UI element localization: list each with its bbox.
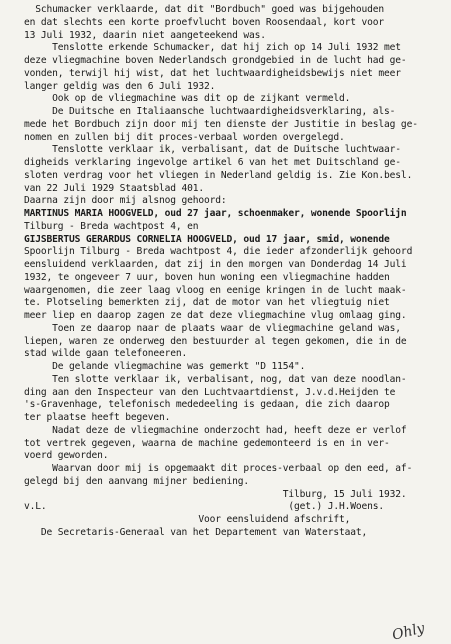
document-line: gelegd bij den aanvang mijner bediening.	[24, 475, 250, 487]
document-line: voerd geworden.	[24, 450, 109, 462]
document-line: 's-Gravenhage, telefonisch mededeeling is gedaan, die zich daarop	[24, 399, 390, 411]
document-line: 13 Juli 1932, daarin niet aangeteekend was.	[24, 29, 266, 41]
document-line: tot vertrek gegeven, waarna de machine gedemonteerd is en in ver-	[24, 437, 390, 449]
document-line: mede het Bordbuch zijn door mij ten dienste der Justitie in beslag ge-	[24, 118, 418, 130]
document-line: GIJSBERTUS GERARDUS CORNELIA HOOGVELD, oud 17 jaar, smid, wonende	[24, 233, 390, 245]
document-line: Nadat deze de vliegmachine onderzocht had, heeft deze er verlof	[24, 424, 407, 436]
document-line: MARTINUS MARIA HOOGVELD, oud 27 jaar, schoenmaker, wonende Spoorlijn	[24, 208, 407, 219]
document-line: 1932, te ongeveer 7 uur, boven hun woning een vliegmachine hadden	[24, 271, 390, 283]
document-line: De Secretaris-Generaal van het Departement van Waterstaat,	[24, 526, 368, 538]
document-line: Tenslotte verklaar ik, verbalisant, dat de Duitsche luchtwaar-	[24, 144, 401, 156]
document-line: te. Plotseling bemerkten zij, dat de motor van het vliegtuig niet	[24, 297, 390, 309]
document-line: deze vliegmachine boven Nederlandsch grondgebied in de lucht had ge-	[24, 55, 407, 66]
document-line: liepen, waren ze onderweg den bestuurder al tegen gekomen, die in de	[24, 335, 407, 347]
document-line: nomen en zullen bij dit proces-verbaal worden overgelegd.	[24, 131, 345, 143]
handwritten-signature: Ohly	[390, 620, 427, 644]
document-line: meer liep en daarop zagen ze dat deze vliegmachine vlug omlaag ging.	[24, 310, 407, 321]
document-line: ding aan den Inspecteur van den Luchtvaartdienst, J.v.d.Heijden te	[24, 386, 396, 398]
document-body	[24, 4, 437, 540]
document-line: digheids verklaring ingevolge artikel 6 van het met Duitschland ge-	[24, 157, 401, 168]
document-line: van 22 Juli 1929 Staatsblad 401.	[24, 182, 205, 194]
document-line: Tilburg - Breda wachtpost 4, en	[24, 220, 199, 232]
document-line: ter plaatse heeft begeven.	[24, 412, 171, 423]
document-line: Waarvan door mij is opgemaakt dit proces-verbaal op den eed, af-	[24, 463, 413, 474]
document-line: Ook op de vliegmachine was dit op de zijkant vermeld.	[24, 93, 351, 105]
document-line: Schumacker verklaarde, dat dit "Bordbuch" goed was bijgehouden	[24, 4, 385, 15]
document-line: Spoorlijn Tilburg - Breda wachtpost 4, die ieder afzonderlijk gehoord	[24, 246, 413, 258]
document-line: Ten slotte verklaar ik, verbalisant, nog, dat van deze noodlan-	[24, 373, 407, 385]
document-line: langer geldig was den 6 Juli 1932.	[24, 80, 216, 92]
document-line: v.L. (get.) J.H.Woens.	[24, 501, 385, 513]
document-line: Daarna zijn door mij alsnog gehoord:	[24, 195, 227, 207]
document-line: vonden, terwijl hij wist, dat het luchtwaardigheidsbewijs niet meer	[24, 67, 401, 79]
document-line: De gelande vliegmachine was gemerkt "D 1154".	[24, 361, 306, 372]
document-line: Voor eensluidend afschrift,	[24, 514, 351, 525]
document-line: sloten verdrag voor het vliegen in Nederland geldig is. Zie Kon.besl.	[24, 169, 413, 181]
document-line: Toen ze daarop naar de plaats waar de vliegmachine geland was,	[24, 322, 401, 334]
document-line: stad wilde gaan telefoneeren.	[24, 348, 188, 360]
document-line: Tilburg, 15 Juli 1932.	[24, 488, 407, 500]
document-line: De Duitsche en Italiaansche luchtwaardigheidsverklaring, als-	[24, 106, 396, 117]
document-line: Tenslotte erkende Schumacker, dat hij zich op 14 Juli 1932 met	[24, 42, 401, 54]
document-line: eensluidend verklaarden, dat zij in den morgen van Donderdag 14 Juli	[24, 259, 407, 270]
document-line: en dat slechts een korte proefvlucht boven Roosendaal, kort voor	[24, 16, 385, 28]
document-line: waargenomen, die zeer laag vloog en eenige kringen in de lucht maak-	[24, 284, 407, 296]
